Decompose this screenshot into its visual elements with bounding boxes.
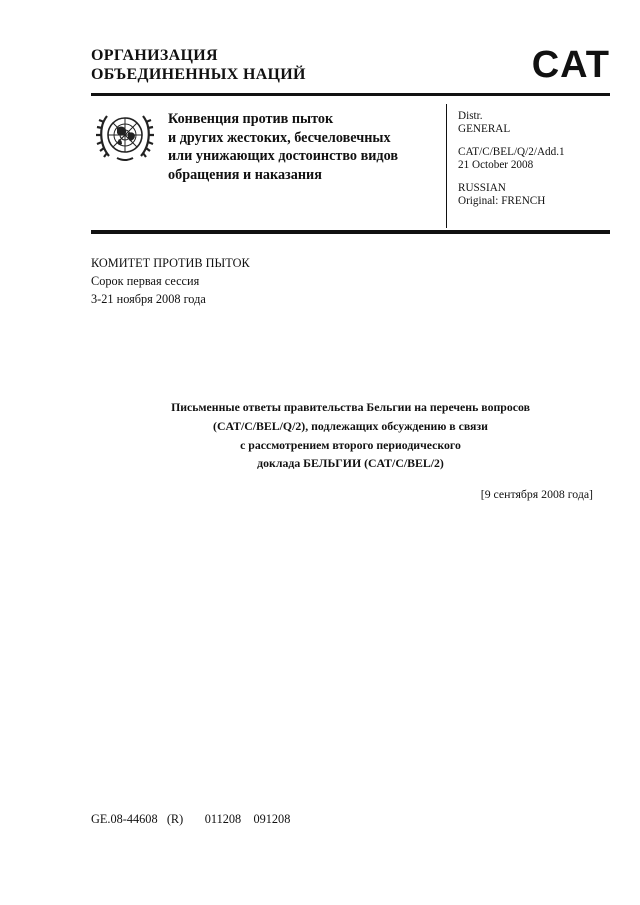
symbol-block: [458, 146, 565, 172]
un-emblem-icon: [95, 108, 155, 164]
committee-dates: 3-21 ноября 2008 года: [91, 292, 206, 306]
convention-title-line4: обращения и наказания: [168, 166, 322, 183]
org-name-line1: ОРГАНИЗАЦИЯ: [91, 47, 218, 64]
document-symbol-large: CAT: [531, 44, 610, 86]
distr-block: [458, 110, 510, 136]
response-date: [9 сентября 2008 года]: [480, 487, 593, 501]
document-language: RUSSIAN: [458, 182, 506, 194]
convention-title: [168, 110, 398, 184]
document-title-line1: Письменные ответы правительства Бельгии на перечень вопросов: [171, 400, 530, 414]
footer-job-number: GE.08-44608 (R) 011208 091208: [91, 812, 291, 826]
distribution-value: GENERAL: [458, 123, 511, 135]
committee-block: [91, 254, 250, 308]
org-name-line2: ОБЪЕДИНЕННЫХ НАЦИЙ: [91, 66, 306, 83]
convention-title-line2: и других жестоких, бесчеловечных: [168, 129, 391, 146]
document-title-line3: с рассмотрением второго периодического: [240, 437, 461, 452]
header-top-rule: [91, 93, 610, 96]
distr-label: Distr.: [458, 110, 483, 122]
document-title-line2: (CAT/C/BEL/Q/2), подлежащих обсуждению в связи: [213, 418, 488, 433]
committee-name: КОМИТЕТ ПРОТИВ ПЫТОК: [91, 256, 250, 270]
document-date: 21 October 2008: [458, 159, 534, 171]
header-vertical-rule: [446, 104, 447, 228]
convention-title-line1: Конвенция против пыток: [168, 111, 334, 127]
convention-title-line3: или унижающих достоинство видов: [168, 148, 398, 164]
committee-session: Сорок первая сессия: [91, 274, 200, 288]
header-bottom-rule: [91, 230, 610, 234]
language-block: [458, 182, 545, 208]
document-title-line4: доклада БЕЛЬГИИ (CAT/C/BEL/2): [257, 456, 444, 471]
document-symbol: CAT/C/BEL/Q/2/Add.1: [458, 146, 565, 158]
original-language: Original: FRENCH: [458, 195, 546, 207]
document-title: [91, 398, 610, 473]
